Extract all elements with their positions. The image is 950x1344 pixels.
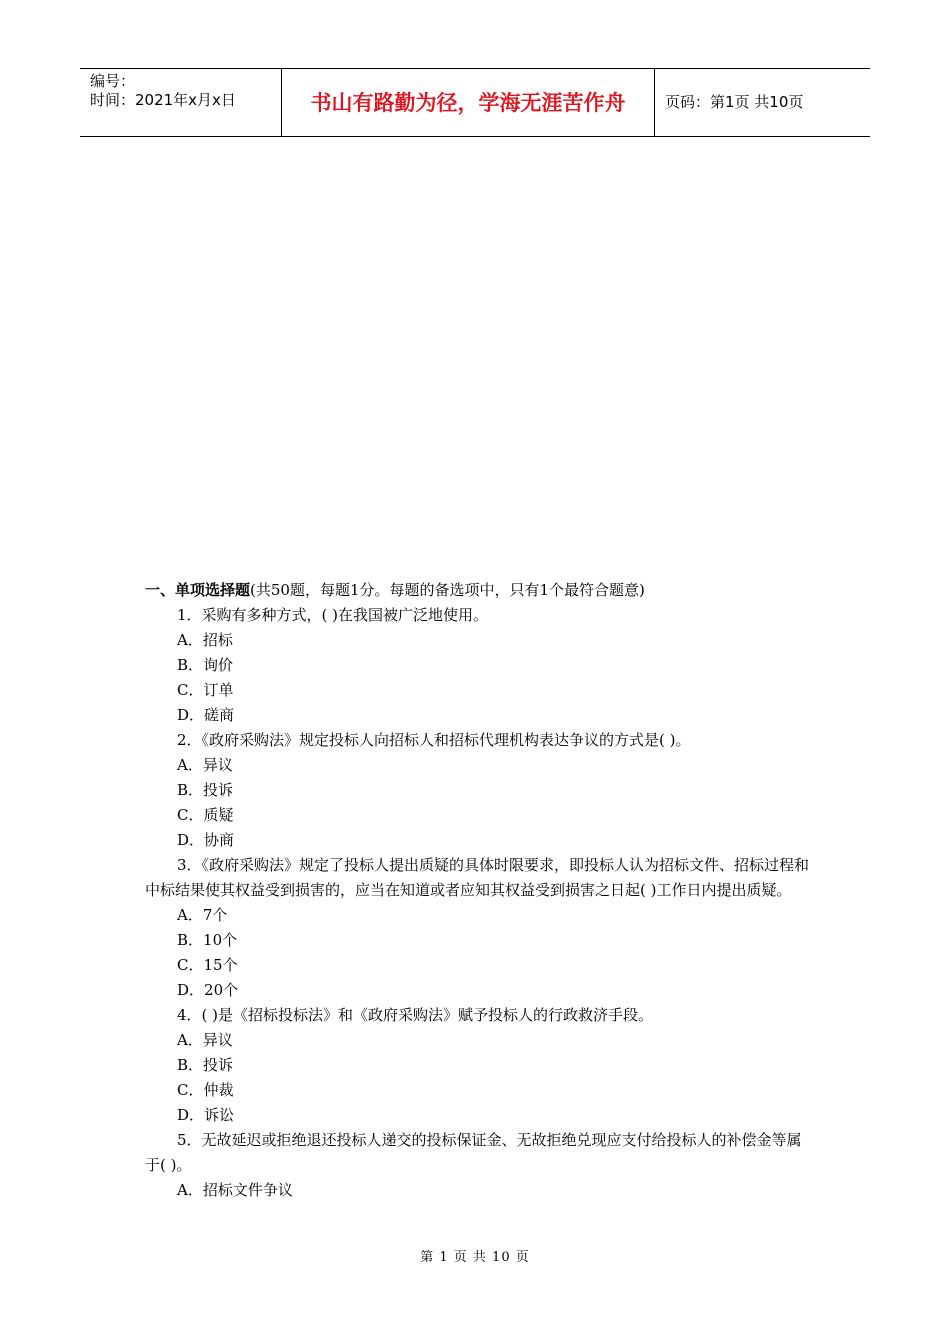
- document-code-label: 编号：: [90, 72, 136, 90]
- section-title-note: (共50题，每题1分。每题的备选项中，只有1个最符合题意): [250, 581, 645, 599]
- question-3-option-c: C．15个: [177, 956, 238, 974]
- header-page-cell: [655, 69, 870, 136]
- question-3-option-b: B．10个: [177, 931, 238, 949]
- question-1-option-d: D．磋商: [177, 706, 235, 724]
- header-motto: 书山有路勤为径，学海无涯苦作舟: [310, 90, 626, 115]
- question-2-option-d: D．协商: [177, 831, 235, 849]
- section-title: [145, 578, 815, 603]
- header-meta-cell: [80, 69, 282, 136]
- question-1-option-c: C．订单: [177, 681, 234, 699]
- question-4-option-b: B．投诉: [177, 1056, 234, 1074]
- section-title-bold: 一、单项选择题: [145, 581, 251, 599]
- question-2: 2．《政府采购法》规定投标人向招标人和招标代理机构表达争议的方式是( )。: [177, 731, 691, 749]
- question-2-option-c: C．质疑: [177, 806, 234, 824]
- page-footer: 第 1 页 共 10 页: [420, 1250, 530, 1265]
- question-2-option-a: A．异议: [177, 756, 233, 774]
- document-body: [145, 578, 815, 1203]
- question-2-option-b: B．投诉: [177, 781, 234, 799]
- question-4: 4．( )是《招标投标法》和《政府采购法》赋予投标人的行政救济手段。: [177, 1006, 654, 1024]
- header-page-label: 页码：第1页 共10页: [665, 93, 804, 111]
- question-1-option-a: A．招标: [177, 631, 233, 649]
- page-header: [80, 68, 870, 137]
- document-time-label: 时间：2021年x月x日: [90, 91, 236, 109]
- question-4-option-a: A．异议: [177, 1031, 233, 1049]
- question-1: 1．采购有多种方式，( )在我国被广泛地使用。: [177, 606, 489, 624]
- question-4-option-d: D．诉讼: [177, 1106, 235, 1124]
- question-3: 3．《政府采购法》规定了投标人提出质疑的具体时限要求，即投标人认为招标文件、招标过程和中标结果使其权益受到损害的，应当在知道或者应知其权益受到损害之日起( )工作日内提出质疑。: [145, 856, 810, 899]
- question-3-option-d: D．20个: [177, 981, 239, 999]
- question-4-option-c: C．仲裁: [177, 1081, 234, 1099]
- question-5: 5．无故延迟或拒绝退还投标人递交的投标保证金、无故拒绝兑现应支付给投标人的补偿金等属于( )。: [145, 1131, 802, 1174]
- question-3-option-a: A．7个: [177, 906, 228, 924]
- question-5-option-a: A．招标文件争议: [177, 1181, 293, 1199]
- question-1-option-b: B．询价: [177, 656, 234, 674]
- header-motto-cell: [282, 69, 655, 136]
